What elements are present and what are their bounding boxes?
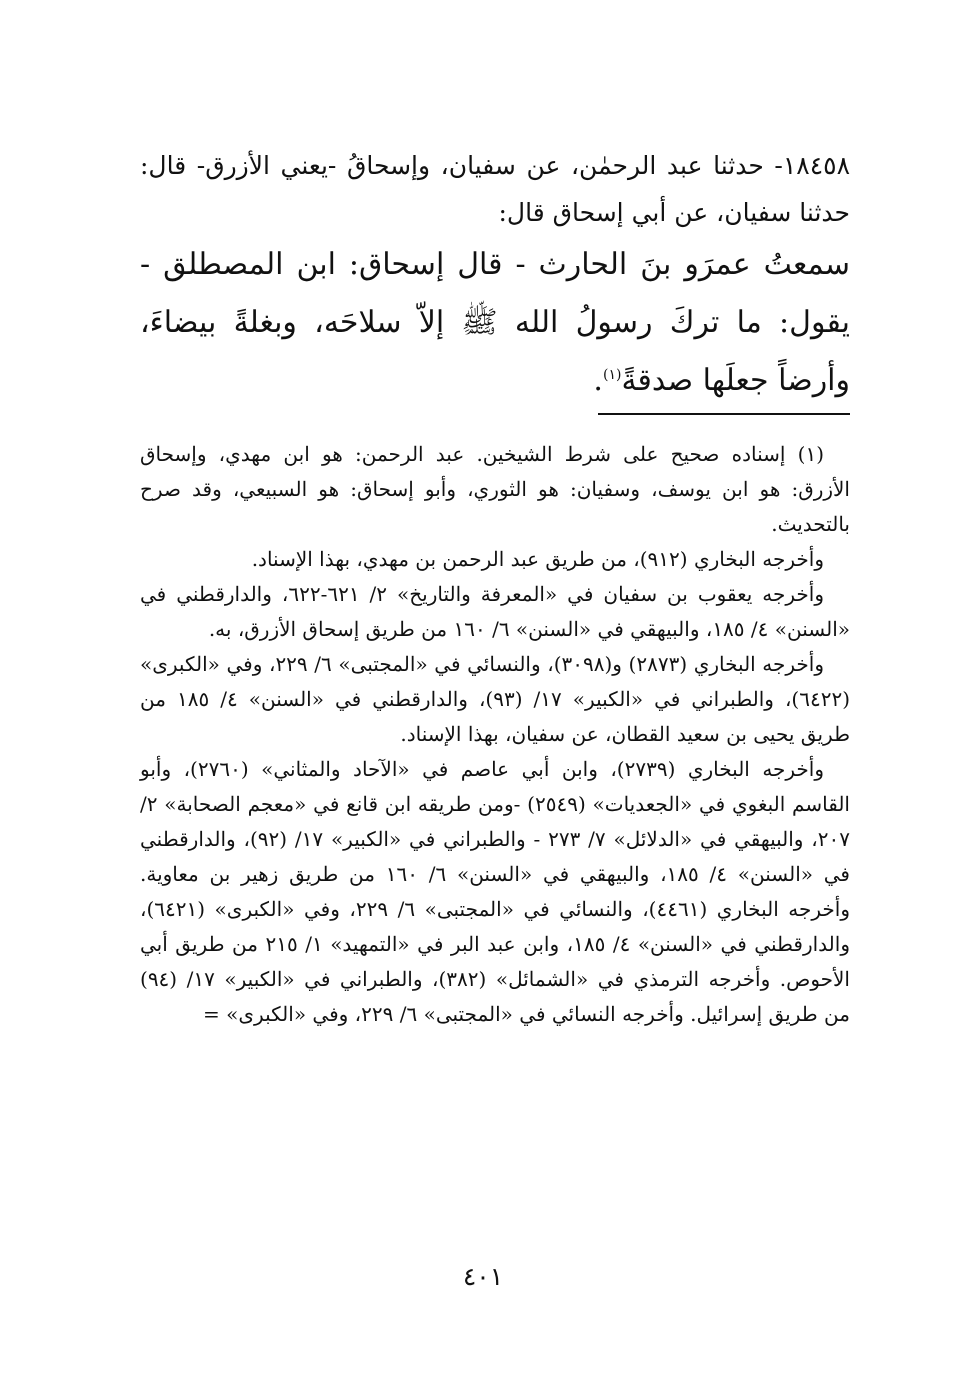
hadith-matn: سمعتُ عمرَو بنَ الحارث - قال إسحاق: ابن المصطلق - يقول: ما تركَ رسولُ الله ﷺ إلاّ سلاحَه، وبغلةً بيضاءَ، وأرضاً جعلَها صدقةً <box>140 247 850 398</box>
page-number: ٤٠١ <box>462 1262 504 1291</box>
hadith-matn-end: . <box>593 363 603 398</box>
hadith-matn-paragraph <box>140 236 850 410</box>
footnote-paragraph: وأخرجه البخاري (٢٨٧٣) و(٣٠٩٨)، والنسائي في «المجتبى» ٦/ ٢٢٩، وفي «الكبرى» (٦٤٢٢)، والطبراني في «الكبير» ١٧/ (٩٣)، والدارقطني في «السنن» ٤/ ١٨٥ من طريق يحيى بن سعيد القطان، عن سفيان، بهذا الإسناد. <box>140 652 850 746</box>
footnote-paragraph: (١) إسناده صحيح على شرط الشيخين. عبد الرحمن: هو ابن مهدي، وإسحاق الأزرق: هو ابن يوسف، وسفيان: هو الثوري، وأبو إسحاق: هو السبيعي، وقد صرح بالتحديث. <box>140 442 850 536</box>
hadith-isnad: حدثنا عبد الرحمٰن، عن سفيان، وإسحاقُ -يعني الأزرق- قال: حدثنا سفيان، عن أبي إسحاق قال: <box>140 151 850 227</box>
footnote-paragraph: وأخرجه يعقوب بن سفيان في «المعرفة والتاريخ» ٢/ ٦٢١-٦٢٢، والدارقطني في «السنن» ٤/ ١٨٥، والبيهقي في «السنن» ٦/ ١٦٠ من طريق إسحاق الأزرق، به. <box>140 582 850 641</box>
footnote-paragraph: وأخرجه البخاري (٩١٢)، من طريق عبد الرحمن بن مهدي، بهذا الإسناد. <box>251 547 824 571</box>
footnote-marker: (١) <box>602 367 622 383</box>
footnotes-section <box>140 437 850 1032</box>
footnote-separator <box>598 413 850 415</box>
hadith-isnad-paragraph <box>140 142 850 236</box>
hadith-number: ١٨٤٥٨- <box>774 151 850 180</box>
footnote-paragraph: وأخرجه البخاري (٢٧٣٩)، وابن أبي عاصم في «الآحاد والمثاني» (٢٧٦٠)، وأبو القاسم البغوي في «الجعديات» (٢٥٤٩) -ومن طريقه ابن قانع في «معجم الصحابة» ٢/ ٢٠٧، والبيهقي في «الدلائل» ٧/ ٢٧٣ - والطبراني في «الكبير» ١٧/ (٩٢)، والدارقطني في «السنن» ٤/ ١٨٥، والبيهقي في «السنن» ٦/ ١٦٠ من طريق زهير بن معاوية. وأخرجه البخاري (٤٤٦١)، والنسائي في «المجتبى» ٦/ ٢٢٩، وفي «الكبرى» (٦٤٢١)، والدارقطني في «السنن» ٤/ ١٨٥، وابن عبد البر في «التمهيد» ١/ ٢١٥ من طريق أبي الأحوص. وأخرجه الترمذي في «الشمائل» (٣٨٢)، والطبراني في «الكبير» ١٧/ (٩٤) من طريق إسرائيل. وأخرجه النسائي في «المجتبى» ٦/ ٢٢٩، وفي «الكبرى» = <box>140 757 850 1026</box>
